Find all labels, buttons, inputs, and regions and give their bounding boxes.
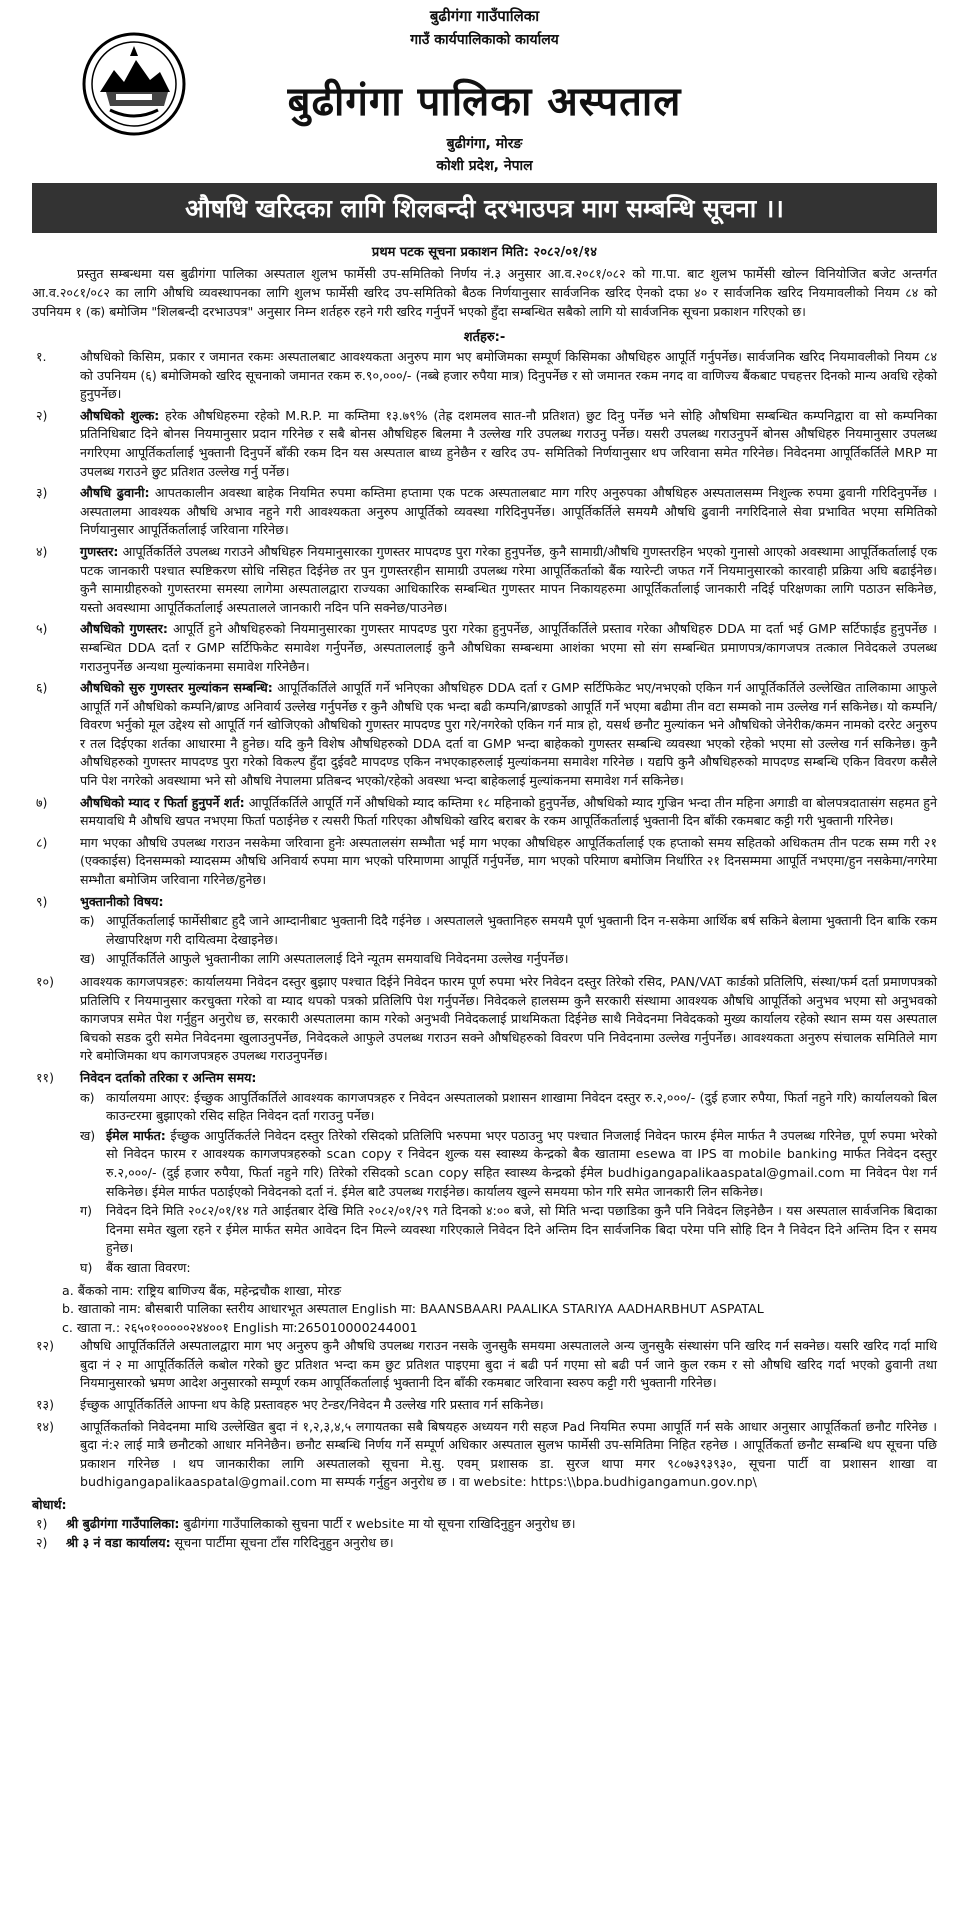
item-title: भुक्तानीको विषय: [80,893,164,909]
cc-entry [32,1534,937,1553]
item-body [80,1069,937,1279]
item-title: औषधि ढुवानी: [80,485,150,501]
item-text: आपूर्तिकर्तिले उपलब्ध गराउने औषधिहरु नियमानुसारका गुणस्तर मापदण्ड पुरा गरेका हुनुपर्नेछ, कुनै सामाग्री/औषधि गुणस्तरहिन भएको गुनासो आएको अवस्थामा आपूर्तिकर्तालाई एक पटक जानकारी पश्चात स्पष्टिकरण सोधि नसिहत दिईनेछ तर पुन गुणस्तरहीन सामाग्री उपलब्ध गरेमा आपूर्तिकर्ताको बैंक ग्यारेन्टी जफत गर्ने नियमानुसारको कारवाही प्रक्रिया अघि बढाईनेछ। कुनै सामाग्रीहरुको गुणस्तरमा समस्या लागेमा अस्पतालद्वारा राज्यका आधिकारिक सम्बन्धित गुणस्तर मापन निकायहरुमा आपूर्तिकर्तालाई जानकारी नदिई परिक्षणका लागि पठाउन सकिनेछ, यस्तो अवस्थामा आपूर्तिकर्तालाई अस्पतालले जानकारी नदिन पनि सक्नेछ/पाउनेछ। [80,543,937,615]
publish-date: प्रथम पटक सूचना प्रकाशन मिति: २०८२/०१/१४ [371,245,598,260]
condition-item [32,1418,937,1492]
condition-item [32,1337,937,1393]
sub-item [80,1089,937,1126]
item-text: आपूर्तिकर्तिले आपूर्ति गर्ने औषधिको म्याद कम्तिमा १८ महिनाको हुनुपर्नेछ, औषधिको म्याद गुज्रिन भन्दा तीन महिना अगाडी वा बोलपत्रदातासंग सहमत हुने समयावधि मै औषधि खपत नभएमा फिर्ता पठाईनेछ र त्यसरी फिर्ता गरिएका औषधिको खरिद बराबर के रकम आपूर्तिकर्तालाई भुक्तानी दिन बाँकी रकमबाट कट्टी गरी भुक्तानी गरिनेछ। [80,794,937,829]
item-number: १२) [36,1338,55,1354]
sub-item [80,1202,937,1258]
sub-text: बैंक खाता विवरण: [106,1259,191,1275]
item-body [80,794,937,831]
condition-item [32,679,937,791]
sub-item [80,1127,937,1201]
item-number: ४) [36,543,48,559]
item-number: २) [36,407,48,423]
sub-number: घ) [80,1259,93,1275]
item-number: १. [36,349,47,364]
header [32,0,937,180]
condition-item-documents [32,973,937,1066]
item-number: ३) [36,485,48,501]
item-body [80,620,937,676]
item-number: ५) [36,621,48,637]
condition-item [32,407,937,481]
item-title: औषधिको सुरु गुणस्तर मुल्यांकन सम्बन्धि: [80,680,273,696]
sub-text: कार्यालयमा आएर: ईच्छुक आपुर्तिकर्तिले आवश्यक कागजपत्रहरु र निवेदन अस्पतालको प्रशासन शाखामा निवेदन दस्तुर रु.२,०००/- (दुई हजार रुपैया, फिर्ता नहुने गरि) कार्यालयको बिल काउन्टरमा बुझाएको रसिद सहित निवेदन दर्ता गराउनु पर्नेछ। [106,1089,937,1124]
sub-text: ईच्छुक आपुर्तिकर्तले निवेदन दस्तुर तिरेको रसिदको प्रतिलिपि भरुपमा भएर पठाउनु भए पश्चात निजलाई निवेदन फारम ईमेल मार्फत नै उपलब्ध गरिनेछ, पूर्ण रुपमा भरेको सो निवेदन फारम र आवश्यक कागजपत्रहरुको scan copy र निवेदन शुल्क यस स्वास्थ्य केन्द्रको बैक खातामा esewa वा IPS वा mobile banking मार्फत निवेदन दस्तुर रु.२,०००/- (दुई हजार रुपैया, फिर्ता नहुने गरि) तिरेको रसिदको scan copy सहित स्वास्थ्य केन्द्रको ईमेल budhigangapalikaaspatal@gmail.com मा निवेदन पेश गर्न सकिनेछ। ईमेल मार्फत पठाईएको निवेदनको दर्ता नं. ईमेल बाटै उपलब्ध गराईनेछ। कार्यालय खुल्ने समयमा फोन गरि समेत जानकारी लिन सकिनेछ। [106,1127,937,1199]
sub-number: ग) [80,1203,93,1219]
condition-item [32,794,937,831]
cc-body [66,1515,937,1534]
condition-item [32,834,937,890]
intro-paragraph: प्रस्तुत सम्बन्धमा यस बुढीगंगा पालिका अस्पताल शुलभ फार्मेसी उप-समितिको निर्णय नं.३ अनुसार आ.व.२०८१/०८२ को गा.पा. बाट शुलभ फार्मेसी खोल्न विनियोजित बजेट अन्तर्गत आ.व.२०८१/०८२ का लागि औषधि व्यवस्थापनका लागि शुलभ फार्मेसी खरिद उप-समितिको बैठक निर्णयानुसार सार्वजनिक खरिद ऐनको दफा ४० र सार्वजनिक खरिद नियमावलीको नियम ८४ को उपनियम १ (क) बमोजिम "शिलबन्दी दरभाउपत्र" अनुसार निम्न शर्तहरु रहने गरी खरिद गर्नुपर्ने भएको हुँदा सम्बन्धित सबैको लागि यो सार्वजनिक सूचना प्रकाशन गरिएको छ। [32,266,937,319]
item-body [80,407,937,481]
item-text: ईच्छुक आपूर्तिकर्तिले आफ्ना थप केहि प्रस्तावहरु भए टेन्डर/निवेदन मै उल्लेख गरि प्रस्ताव गर्न सकिनेछ। [80,1397,544,1413]
bank-detail: b. खाताको नाम: बौसबारी पालिका स्तरीय आधारभूत अस्पताल English मा: BAANSBAARI PAALIKA STARIYA AADHARBHUT ASPATAL [62,1301,764,1317]
office-name: गाउँ कार्यपालिकाको कार्यालय [410,32,559,48]
cc-title: श्री ३ नं वडा कार्यालय: [66,1534,171,1550]
item-title: औषधिको गुणस्तर: [80,621,168,637]
address-line: बुढीगंगा, मोरङ [446,136,523,152]
sub-number: क) [80,1089,95,1105]
cc-number: १) [36,1516,48,1532]
item-text: हरेक औषधिहरुमा रहेको M.R.P. मा कम्तिमा १३.७९% (तेह्र दशमलव सात-नौ प्रतिशत) छुट दिनु पर्नेछ भने सोहि औषधिमा सम्बन्धित कम्पनिद्वारा वा सो कम्पनिका प्रतिनिधिबाट दिने बोनस नियमानुसार प्रदान गरिनेछ र सबै बोनस औषधिहरु बिलमा नै उल्लेख गरि उपलब्ध गराउनु पर्नेछ। यसरी उपलब्ध गराउनुपर्ने बोनस औषधिहरु नियमानुसार उपलब्ध नगरिएमा आपूर्तिकर्तालाई भुक्तानी दिनुपर्ने बाँकी रकम दिन यस अस्पताल बाध्य हुनेछैन र खरिद उप- समितिको निर्णयानुसार थप जरिवाना समेत गरिनेछ। निवेदनमा आपूर्तिकर्तिले MRP मा उपलब्ध गराउने छुट प्रतिशत उल्लेख गर्नु पर्नेछ। [80,407,937,479]
cc-number: २) [36,1534,48,1550]
cc-body [66,1534,937,1553]
condition-item-payment [32,893,937,970]
condition-item [32,348,937,404]
item-text: आपूर्तिकर्तिले आपूर्ति गर्ने भनिएका औषधिहरु DDA दर्ता र GMP सर्टिफिकेट भए/नभएको एकिन गर्न आपूर्तिकर्तिले उल्लेखित तालिकामा आफुले आपूर्ति गर्ने औषधिको कम्पनि/ब्राण्ड अनिवार्य उल्लेख गर्नुपर्नेछ र कुनै औषधि एक भन्दा बढी कम्पनि/ब्राण्डको आपूर्ति गर्ने भएमा बढीमा तीन वटा सम्मको नाम उल्लेख गर्न सकिनेछ। यो कम्पनि/विवरण भर्नुको मूल उद्देश्य सो आपूर्ति गर्न खोजिएको औषधिको गुणस्तर मापदण्ड पुरा गरे/नगरेको एकिन गर्न मात्र हो, यसर्थ छनौट मुल्यांकन भने औषधिको जेनेरीक/कमन नामको दररेट अनुरुप र तल दिईएका शर्तका आधारमा नै हुनेछ। यदि कुनै विशेष औषधिहरुको DDA दर्ता वा GMP भन्दा बाहेकको गुणस्तर सम्बन्धि व्यवस्था भएको रहेको भएमा सो उल्लेख गर्न सकिनेछ। कुनै औषधिहरुको गुणस्तर मापदण्ड पुरा गरेको विकल्प हुँदा दुईवटै मापदण्ड एकिन नभएकाहरुलाई मुल्यांकनमा समावेश गरिनेछ । यद्यपि कुनै औषधिहरुको मापदण्ड सम्बन्धि एकिन विवरण कसैले पनि पेश नगरेको अवस्थामा भने सो औषधि नेपालमा प्रतिबन्द भएको/रहेको अवस्था भन्दा बाहेकलाई मुल्यांकनमा समावेश गर्न सकिनेछ। [80,680,938,789]
item-text: माग भएका औषधि उपलब्ध गराउन नसकेमा जरिवाना हुनेः अस्पतालसंग सम्भौता भई माग भएका औषधिहरु आपूर्तिकर्तालाई एक हप्ताको समय सहितको अधिकतम तीन पटक सम्म गरी २१ (एक्काईस) दिनसम्मको म्यादसम्म औषधि अनिवार्य रुपमा माग भएको परिमाणमा आपूर्ति गर्नुपर्नेछ, माग भएको परिमाण बमोजिम निर्धारित २१ दिनसम्ममा आपूर्ति नभएमा/हुन नसकेमा/नगरेमा सम्भौता बमोजिम जरिवाना गरिनेछ/हुनेछ। [80,834,937,888]
item-number: ९) [36,893,48,909]
municipality-name: बुढीगंगा गाउँपालिका [429,7,540,25]
item-title: औषधिको म्याद र फिर्ता हुनुपर्ने शर्त: [80,794,245,810]
sub-item [80,1259,937,1278]
condition-item [32,620,937,676]
sub-item [80,912,937,949]
notice-banner: औषधि खरिदका लागि शिलबन्दी दरभाउपत्र माग सम्बन्धि सूचना ।। [32,183,937,233]
cc-entry [32,1515,937,1534]
sub-number: ख) [80,1127,96,1143]
item-title: गुणस्तर: [80,543,119,559]
sub-text: आपूर्तिकर्तिले आफुले भुक्तानीका लागि अस्पताललाई दिने न्यूतम समयावधि निवेदनमा उल्लेख गर्नुपर्नेछ। [106,951,569,967]
sub-text: निवेदन दिने मिति २०८२/०१/१४ गते आईतबार देखि मिति २०८२/०१/२९ गते दिनको ४:०० बजे, सो मिति भन्दा पछाडिका कुनै पनि निवेदन लिइनेछैन । यस अस्पताल सार्वजनिक बिदाका दिनमा समेत खुला रहने र ईमेल मार्फत समेत आवेदन दिन मिल्ने व्यवस्था गरिएकाले निवेदन दिने अन्तिम दिन सार्वजनिक बिदा परेमा पनि सोहि दिन नै निवेदन दिने अन्तिम दिन र समय हुनेछ। [106,1203,937,1256]
item-number: ११) [36,1069,55,1085]
condition-item-application [32,1069,937,1279]
item-text: औषधिको किसिम, प्रकार र जमानत रकमः अस्पतालबाट आवश्यकता अनुरुप माग भए बमोजिमका सम्पूर्ण किसिमका औषधिहरु आपूर्ति गर्नुपर्नेछ। सार्वजनिक खरिद नियमावलीको नियम ८४ को उपनियम (६) बमोजिमको खरिद सूचनाको जमानत रकम रु.९०,०००/- (नब्बे हजार रुपैया मात्र) दिनुपर्नेछ र सो जमानत रकम नगद वा वाणिज्य बैंकबाट पचहत्तर दिनको मान्य अवधि रहेको हुनुपर्नेछ। [80,349,937,402]
item-number: ७) [36,794,48,810]
condition-item [32,1396,937,1415]
item-body [80,679,937,791]
bank-detail: c. खाता न.: २६५०१०००००२४४००१ English मा:265010000244001 [62,1319,418,1335]
item-text: आवश्यक कागजपत्रहरु: कार्यालयमा निवेदन दस्तुर बुझाए पश्चात दिईने निवेदन फारम पूर्ण रुपमा भरेर निवेदन दस्तुर तिरेको रसिद, PAN/VAT कार्डको प्रतिलिपि, संस्था/फर्म दर्ता प्रमाणपत्रको प्रतिलिपि र नियमानुसार करचुक्ता गरेको वा म्याद थपको पत्रको प्रतिलिपि पेश गर्नुपर्नेछ। निवेदकले हालसम्म कुनै सरकारी संस्थामा आवश्यक औषधि आपूर्तिको अनुभव भएमा सो अनुभवको कागजपत्र समेत पेश गर्नुहुन अनुरोध छ, सरकारी अस्पतालमा काम गरेको अनुभवी निवेदकलाई प्राथमिकता दिईनेछ साथै निवेदनमा निवेदकको मुख्य कार्यालय रहेको स्थान सम्म यस अस्पताल बिचको सडक दुरी समेत निवेदनमा खुलाउनुपर्नेछ, निवेदकले आफुले उपलब्ध गराउन सक्ने औषधिहरुको विवरण पनि निवेदनामा उल्लेख गर्नुपर्नेछ। आवश्यकता अनुरुप संचालक समितिले माग गरे बमोजिमका थप कागजपत्रहरु उपलब्ध गराउनुपर्नेछ। [80,974,937,1064]
condition-item [32,484,937,540]
sub-number: ख) [80,951,96,967]
item-number: १४) [36,1418,55,1434]
item-text: आपतकालीन अवस्था बाहेक नियमित रुपमा कम्तिमा हप्तामा एक पटक अस्पतालबाट माग गरिए अनुरुपका औषधिहरु अस्पतालसम्म निशुल्क रुपमा ढुवानी गरिदिनुपर्नेछ । अस्पतालमा आवश्यक औषधि अभाव नहुने गरी आवश्यकता अनुरुप आपूर्तिको व्यवस्था गरिदिनुपर्नेछ। आपूर्तिकर्तिले समयमै औषधि ढुवानी नगरिदिनाले सेवा प्रभावित भएमा समितिको निर्णयानुसार आपूर्तिकर्तालाई जरिवाना गरिनेछ। [80,485,938,538]
cc-text: सूचना पार्टीमा सूचना टाँस गरिदिनुहुन अनुरोध छ। [170,1534,394,1550]
item-number: ६) [36,680,48,696]
item-text: औषधि आपूर्तिकर्तिले अस्पतालद्वारा माग भए अनुरुप कुनै औषधि उपलब्ध गराउन नसके जुनसुकै समयमा अस्पतालले अन्य जुनसुकै संस्थासंग पनि खरिद गर्न सक्नेछ। यसरि खरिद गर्दा माथि बुदा नं २ मा आपूर्तिकर्तिले कबोल गरेको छुट प्रतिशत भन्दा कम छुट प्रतिशत पाइएमा बुदा नं बढी पर्न गएमा सो बढी पर्न जाने कुल रकम र सो औषधि खरिद गर्दा भएको ढुवानी तथा नियमानुसारको भ्रमण आदेश अनुसारको सम्पूर्ण रकम आपूर्तिकर्तालाई भुक्तानी दिन बाँकी रकमबाट जरिवाना स्वरुप कट्टी गरी भुक्तानी गरिनेछ। [80,1338,937,1391]
item-number: ८) [36,834,48,850]
sub-text: आपूर्तिकर्तालाई फार्मेसीबाट हुदै जाने आम्दानीबाट भुक्तानी दिदै गईनेछ । अस्पतालले भुक्तानिहरु समयमै पूर्ण भुक्तानी दिन न-सकेमा आर्थिक बर्ष सकिने बेलामा भुक्तानी दिन बाकि रकम लेखापरिक्षण गरी दायित्वमा देखाइनेछ। [106,913,937,947]
condition-item [32,543,937,617]
province-line: कोशी प्रदेश, नेपाल [436,158,533,174]
item-body [80,893,937,970]
sub-item [80,950,937,969]
item-title: औषधिको शुल्क: [80,407,160,423]
bank-detail: a. बैंकको नाम: राष्ट्रिय बाणिज्य बैंक, महेन्द्रचौक शाखा, मोरङ [62,1282,342,1298]
item-text: आपूर्ति हुने औषधिहरुको नियमानुसारका गुणस्तर मापदण्ड पुरा गरेका हुनुपर्नेछ, आपूर्तिकर्तिले प्रस्ताव गरेका औषधिहरु DDA मा दर्ता भई GMP सर्टिफाईड हुनुपर्नेछ । सम्बन्धित DDA दर्ता र GMP सर्टिफिकेट समावेश गर्नुपर्नेछ, अस्पताललाई कुनै औषधिका सम्बन्धमा आशंका भएमा सो संग सम्बन्धित प्रमाणपत्र/कागजपत्र तत्काल निवेदकले उपलब्ध गराउनुपर्नेछ अन्यथा मुल्यांकनमा समावेश गरिनेछैन। [80,621,938,674]
item-number: १३) [36,1397,55,1413]
sub-title: ईमेल मार्फत: [106,1127,166,1143]
hospital-title: बुढीगंगा पालिका अस्पताल [287,79,682,125]
item-body [80,484,937,540]
sub-body [106,1127,937,1201]
item-number: १०) [36,974,55,989]
item-text: आपूर्तिकर्ताको निवेदनमा माथि उल्लेखित बुदा नं १,२,३,४,५ लगायतका सबै बिषयहरु अध्ययन गरी सहज Pad नियमित रुपमा आपूर्ति गर्न सके आधार अनुसार आपूर्तिकर्ता छनौट गरिनेछ । बुदा नं:२ लाई मात्रै छनौटको आधार मनिनेछैन। छनौट सम्बन्धि निर्णय गर्ने सम्पूर्ण अधिकार अस्पताल सुलभ फार्मेसी उप-समितिमा निहित रहनेछ । आपूर्तिकर्ता छनौट सम्बन्धि थप सूचना पछि प्रकाशन गरिनेछ । थप जानकारीका लागि अस्पतालको सूचना मे.सु. एवम् प्रशासक डा. सुरज थापा मगर ९८०७३९३९३०, सूचना पार्टी वा प्रशासन शाखा वा budhigangapalikaaspatal@gmail.com मा सम्पर्क गर्नुहुन अनुरोध छ । वा website: https:\\bpa.budhigangamun.gov.np\ [80,1418,937,1490]
cc-text: बुढीगंगा गाउँपालिकाको सुचना पार्टी र website मा यो सूचना राखिदिनुहुन अनुरोध छ। [179,1516,576,1532]
conditions-heading: शर्तहरु:- [463,330,506,345]
sub-number: क) [80,913,95,929]
item-body [80,543,937,617]
item-title: निवेदन दर्ताको तरिका र अन्तिम समय: [80,1069,257,1085]
cc-heading: बोधार्थ: [32,1497,67,1513]
cc-title: श्री बुढीगंगा गाउँपालिका: [66,1516,180,1532]
